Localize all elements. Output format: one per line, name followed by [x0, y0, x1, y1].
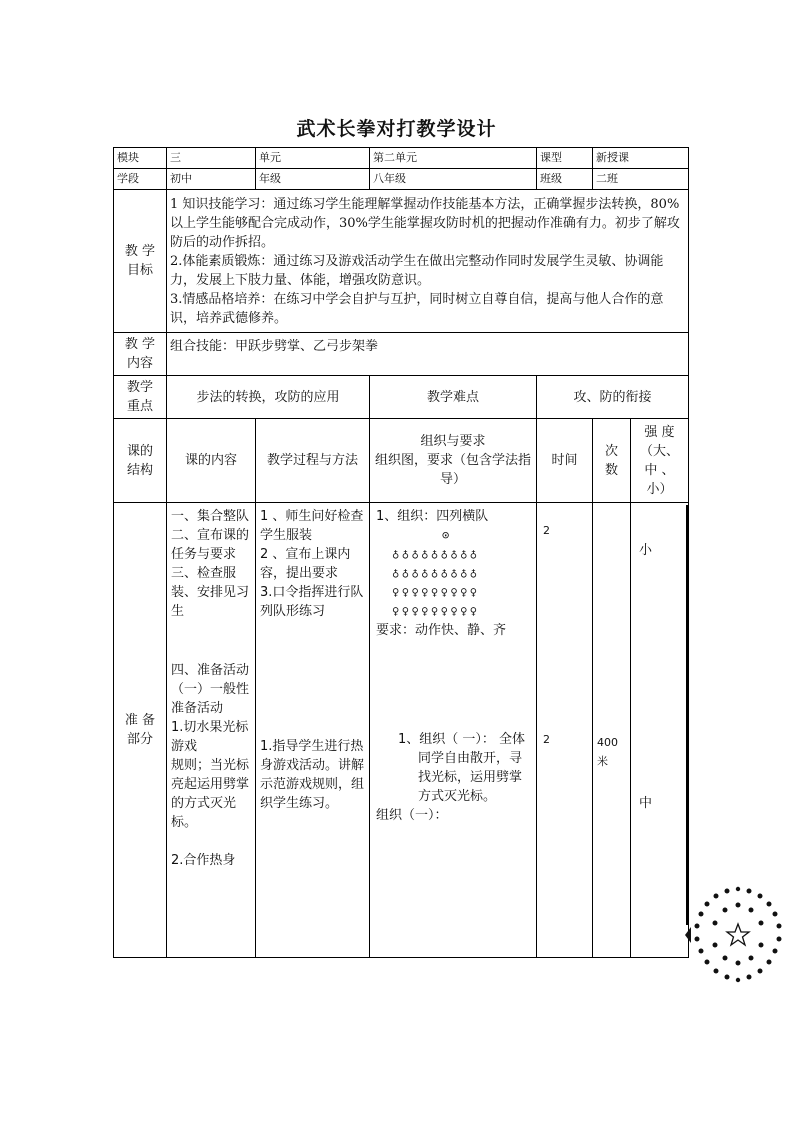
module-value: 三 [167, 148, 256, 169]
page-edge-bar [686, 505, 689, 925]
type-value: 新授课 [593, 148, 689, 169]
org-b-line1: 1、组织（ 一）： 全体 [398, 732, 526, 747]
goals-row [114, 190, 689, 333]
formation-row: ♀♀♀♀♀♀♀♀♀ [392, 604, 480, 618]
type-label: 课型 [537, 148, 593, 169]
col-content: 课的内容 [167, 419, 256, 503]
goal-item: 2.体能素质锻炼：通过练习及游戏活动学生在做出完整动作同时发展学生灵敏、协调能力，发展上下肢力量、体能，增强攻防意识。 [170, 253, 664, 288]
col-process: 教学过程与方法 [256, 419, 370, 503]
goal-item: 1 知识技能学习：通过练习学生能理解掌握动作技能基本方法，正确掌握步法转换，80%以上学生能够配合完成动作，30%学生能掌握攻防时机的把握动作准确有力。初步了解攻防后的动作拆招。 [170, 196, 680, 250]
content-value: 组合技能：甲跃步劈掌、乙弓步架拳 [167, 333, 689, 376]
prep-row [114, 503, 689, 958]
time-b: 2 [543, 733, 550, 746]
teacher-marker: ⊙ [442, 528, 450, 542]
header-row-1 [114, 148, 689, 169]
keypoints-row [114, 376, 689, 419]
grade-value: 八年级 [370, 169, 537, 190]
org-requirement: 要求：动作快、静、齐 [376, 623, 507, 638]
col-organization: 组织与要求 组织图，要求（包含学法指导） [370, 419, 537, 503]
org-b-line2: 同学自由散开，寻找光标，运用劈掌方式灭光标。 [418, 751, 523, 804]
stage-value: 初中 [167, 169, 256, 190]
difficulty-value: 攻、防的衔接 [537, 376, 689, 419]
class-value: 二班 [593, 169, 689, 190]
difficulty-label: 教学难点 [370, 376, 537, 419]
formation-row: ♀♀♀♀♀♀♀♀♀ [392, 585, 480, 599]
prep-process [256, 503, 370, 958]
prep-content-b: 四、准备活动 （一）一般性准备活动 1.切水果光标游戏 规则；当光标亮起运用劈掌的方式灭光标。 2.合作热身 [171, 663, 250, 868]
focus-value: 步法的转换，攻防的应用 [167, 376, 370, 419]
prep-content [167, 503, 256, 958]
prep-process-b: 1.指导学生进行热身游戏活动。讲解示范游戏规则，组织学生练习。 [260, 739, 365, 811]
goals-label: 教 学 目标 [114, 190, 167, 333]
unit-label: 单元 [256, 148, 370, 169]
focus-label: 教学 重点 [114, 376, 167, 419]
org-b-line3: 组织（一）： [376, 808, 448, 823]
document-title: 武术长拳对打教学设计 [296, 118, 497, 140]
intensity-a: 小 [639, 543, 653, 558]
count-b: 400 米 [597, 736, 618, 768]
col-count: 次 数 [593, 419, 631, 503]
unit-value: 第二单元 [370, 148, 537, 169]
prep-process-a: 1 、师生问好检查学生服装 2 、宣布上课内容，提出要求 3.口令指挥进行队列队形练习 [260, 509, 364, 619]
content-row [114, 333, 689, 376]
formation-diagram [376, 526, 530, 621]
module-label: 模块 [114, 148, 167, 169]
columns-row [114, 419, 689, 503]
lesson-plan-table [113, 147, 689, 958]
stage-label: 学段 [114, 169, 167, 190]
col-time: 时间 [537, 419, 593, 503]
goals-text [167, 190, 689, 333]
prep-count [593, 503, 631, 958]
col-structure: 课的 结构 [114, 419, 167, 503]
prep-organization [370, 503, 537, 958]
prep-structure: 准 备 部分 [114, 503, 167, 958]
goal-item: 3.情感品格培养：在练习中学会自护与互护，同时树立自尊自信，提高与他人合作的意识，培养武德修养。 [170, 291, 664, 326]
formation-row: ♁♁♁♁♁♁♁♁♁ [392, 566, 480, 580]
prep-time [537, 503, 593, 958]
header-row-2 [114, 169, 689, 190]
class-label: 班级 [537, 169, 593, 190]
col-intensity: 强 度 （大、 中 、 小） [631, 419, 689, 503]
intensity-b: 中 [639, 796, 653, 811]
formation-row: ♁♁♁♁♁♁♁♁♁ [392, 547, 480, 561]
logo-stamp-icon [683, 883, 793, 993]
time-a: 2 [543, 524, 550, 537]
prep-intensity [631, 503, 689, 958]
grade-label: 年级 [256, 169, 370, 190]
org-title: 1、组织：四列横队 [376, 509, 489, 524]
content-label: 教 学 内容 [114, 333, 167, 376]
prep-content-a: 一、集合整队 二、宣布课的任务与要求 三、检查服装、安排见习生 [171, 509, 250, 619]
